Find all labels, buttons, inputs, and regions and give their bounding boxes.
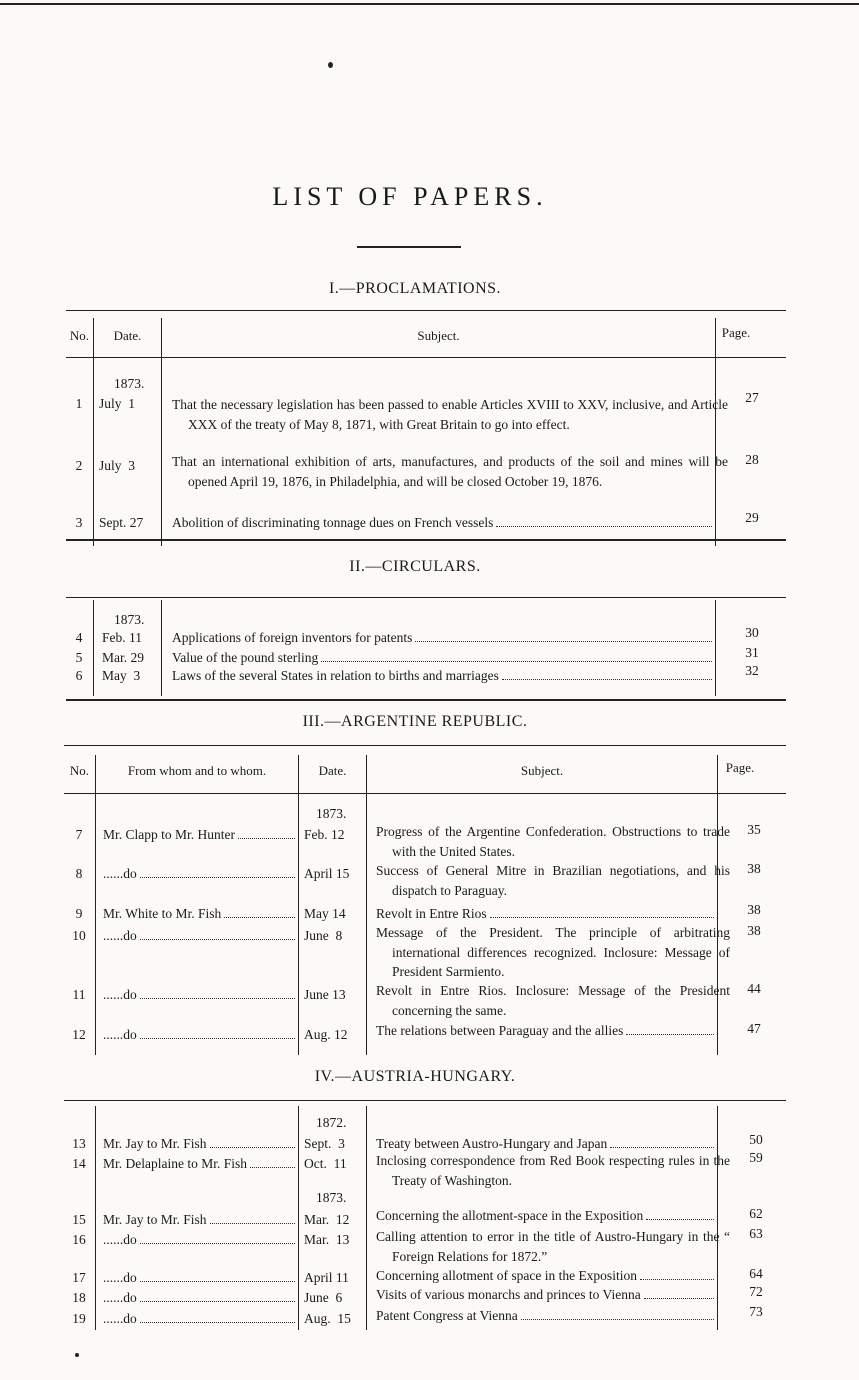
row-page: 62 (749, 1206, 763, 1221)
leader-dots (496, 526, 712, 527)
year-label: 1872. (316, 1115, 347, 1130)
row-date: June 13 (304, 987, 346, 1002)
leader-dots (210, 1223, 295, 1224)
column-rule (298, 1106, 299, 1330)
leader-dots (644, 1298, 714, 1299)
row-from (103, 1230, 297, 1250)
row-date: Mar. 12 (304, 1212, 350, 1227)
row-from (103, 1309, 297, 1329)
leader-dots (140, 1243, 295, 1244)
leader-dots (490, 917, 714, 918)
row-subject: Message of the President. The principle of arbitrating international differences recognized. Inclosure: Message of President Sarmiento. (376, 925, 730, 979)
section-heading-austria-hungary: IV.—AUSTRIA-HUNGARY. (314, 1068, 516, 1085)
row-no: 9 (75, 906, 83, 921)
row-from-text: ......do (103, 1290, 137, 1305)
table-rule (66, 699, 786, 701)
row-subject-text: Treaty between Austro-Hungary and Japan (376, 1136, 608, 1151)
column-rule (161, 318, 162, 546)
row-subject-text: Revolt in Entre Rios (376, 906, 487, 921)
section-heading-proclamations: I.—PROCLAMATIONS. (328, 280, 502, 297)
row-subject (376, 1285, 716, 1305)
leader-dots (140, 877, 295, 878)
row-from (103, 904, 297, 924)
header-subject: Subject. (417, 328, 460, 343)
leader-dots (238, 838, 295, 839)
row-no: 10 (72, 928, 86, 943)
row-from (103, 1288, 297, 1308)
row-subject: That an international exhibition of arts, manufactures, and products of the soil and mines will be opened April 19, 1876, in Philadelphia, and will be closed October 19, 1876. (172, 454, 728, 489)
row-subject: Revolt in Entre Rios. Inclosure: Message of the President concerning the same. (376, 983, 730, 1018)
header-page: Page. (725, 760, 755, 775)
row-page: 64 (749, 1266, 763, 1281)
page-title: LIST OF PAPERS. (272, 182, 548, 211)
leader-dots (502, 679, 712, 680)
column-rule (366, 755, 367, 1055)
row-date: Sept. 27 (99, 515, 144, 530)
row-date: June 8 (304, 928, 343, 943)
row-subject (172, 666, 714, 686)
row-page: 31 (745, 645, 759, 660)
table-rule (66, 357, 786, 358)
table-circulars (66, 597, 786, 703)
row-from-text: Mr. Delaplaine to Mr. Fish (103, 1156, 247, 1171)
column-rule (161, 600, 162, 696)
row-from-text: ......do (103, 866, 137, 881)
row-from-text: ......do (103, 1232, 137, 1247)
row-no: 16 (72, 1232, 86, 1247)
table-rule (64, 1100, 786, 1101)
leader-dots (140, 998, 295, 999)
header-no: No. (69, 763, 90, 778)
row-date: April 11 (304, 1270, 349, 1285)
row-no: 1 (75, 396, 83, 411)
year-label: 1873. (114, 376, 145, 391)
header-page: Page. (721, 325, 751, 340)
row-from (103, 985, 297, 1005)
table-argentine-republic (64, 745, 786, 1057)
row-page: 63 (749, 1226, 763, 1241)
row-date: Sept. 3 (304, 1136, 345, 1151)
leader-dots (140, 939, 295, 940)
row-page: 50 (749, 1132, 763, 1147)
section-heading-argentine-republic: III.—ARGENTINE REPUBLIC. (302, 713, 528, 730)
row-page: 38 (747, 902, 761, 917)
section-heading-circulars: II.—CIRCULARS. (349, 558, 481, 575)
header-no: No. (69, 328, 90, 343)
leader-dots (321, 661, 712, 662)
row-no: 19 (72, 1311, 86, 1326)
column-rule (298, 755, 299, 1055)
column-rule (93, 600, 94, 696)
row-subject (376, 1206, 716, 1226)
year-label: 1873. (114, 612, 145, 627)
row-page: 73 (749, 1304, 763, 1319)
row-from (103, 926, 297, 946)
row-from (103, 1268, 297, 1288)
row-page: 38 (747, 923, 761, 938)
row-page: 28 (745, 452, 759, 467)
row-from-text: Mr. White to Mr. Fish (103, 906, 222, 921)
row-date: Mar. 13 (304, 1232, 350, 1247)
header-subject: Subject. (520, 763, 564, 778)
row-date: July 3 (99, 458, 136, 473)
row-no: 7 (75, 827, 83, 842)
row-subject (172, 648, 714, 668)
row-subject-text: Concerning allotment of space in the Exposition (376, 1268, 637, 1283)
row-page: 47 (747, 1021, 761, 1036)
table-rule (64, 745, 786, 746)
row-subject: Progress of the Argentine Confederation. Obstructions to trade with the United States. (376, 824, 730, 859)
row-subject (376, 904, 716, 924)
leader-dots (610, 1147, 714, 1148)
row-date: Feb. 12 (304, 827, 345, 842)
row-no: 14 (72, 1156, 86, 1171)
row-subject-text: Laws of the several States in relation to births and marriages (172, 668, 499, 683)
leader-dots (415, 641, 712, 642)
row-from-text: Mr. Jay to Mr. Fish (103, 1136, 207, 1151)
row-page: 27 (745, 390, 759, 405)
row-subject (172, 628, 714, 648)
title-rule (357, 246, 461, 248)
row-subject: Calling attention to error in the title of Austro-Hungary in the “ Foreign Relations for 1872.” (376, 1229, 730, 1264)
row-page: 35 (747, 822, 761, 837)
row-from (103, 1134, 297, 1154)
leader-dots (521, 1319, 714, 1320)
row-no: 5 (75, 650, 83, 665)
row-subject: That the necessary legislation has been passed to enable Articles XVIII to XXV, inclusive, and Article XXX of the treaty of May 8, 1871, with Great Britain to go into effect. (172, 397, 728, 432)
row-subject-text: Patent Congress at Vienna (376, 1308, 518, 1323)
row-subject: Success of General Mitre in Brazilian negotiations, and his dispatch to Paraguay. (376, 863, 730, 898)
row-date: May 14 (304, 906, 346, 921)
row-no: 17 (72, 1270, 86, 1285)
ink-speck (328, 62, 333, 68)
row-no: 15 (72, 1212, 86, 1227)
row-no: 12 (72, 1027, 86, 1042)
column-rule (717, 1106, 718, 1330)
row-page: 44 (747, 981, 761, 996)
row-from (103, 1025, 297, 1045)
row-no: 3 (75, 515, 83, 530)
row-from-text: ......do (103, 1311, 137, 1326)
row-subject (376, 1306, 716, 1326)
ink-speck (75, 1353, 79, 1357)
row-date: June 6 (304, 1290, 343, 1305)
row-page: 29 (745, 510, 759, 525)
row-no: 13 (72, 1136, 86, 1151)
row-subject-text: Value of the pound sterling (172, 650, 319, 665)
row-date: April 15 (304, 866, 350, 881)
row-page: 32 (745, 663, 759, 678)
leader-dots (646, 1219, 714, 1220)
page-top-edge (0, 3, 859, 5)
row-subject-text: Concerning the allotment-space in the Exposition (376, 1208, 644, 1223)
leader-dots (140, 1281, 295, 1282)
row-no: 2 (75, 458, 83, 473)
row-from-text: ......do (103, 1027, 137, 1042)
table-austria-hungary (64, 1100, 786, 1330)
header-from-to: From whom and to whom. (127, 763, 267, 778)
row-page: 30 (745, 625, 759, 640)
row-no: 8 (75, 866, 83, 881)
row-no: 6 (75, 668, 83, 683)
row-date: Mar. 29 (102, 650, 144, 665)
row-from-text: ......do (103, 928, 137, 943)
row-date: Oct. 11 (304, 1156, 347, 1171)
row-page: 38 (747, 861, 761, 876)
row-date: May 3 (102, 668, 141, 683)
row-page: 59 (749, 1150, 763, 1165)
row-subject-text: Abolition of discriminating tonnage dues on French vessels (172, 515, 494, 530)
row-page: 72 (749, 1284, 763, 1299)
row-date: Feb. 11 (102, 630, 142, 645)
row-from (103, 1154, 297, 1174)
column-rule (715, 600, 716, 696)
header-date: Date. (318, 763, 347, 778)
leader-dots (626, 1034, 714, 1035)
table-rule (66, 539, 786, 541)
row-date: July 1 (99, 396, 136, 411)
row-from-text: Mr. Jay to Mr. Fish (103, 1212, 207, 1227)
row-subject-text: Visits of various monarchs and princes to Vienna (376, 1287, 641, 1302)
header-date: Date. (113, 328, 142, 343)
row-from-text: ......do (103, 987, 137, 1002)
row-subject: Inclosing correspondence from Red Book respecting rules in the Treaty of Washington. (376, 1153, 730, 1188)
leader-dots (210, 1147, 295, 1148)
row-no: 18 (72, 1290, 86, 1305)
row-subject-text: The relations between Paraguay and the allies (376, 1023, 624, 1038)
year-label: 1873. (316, 1190, 347, 1205)
year-label: 1873. (316, 806, 347, 821)
row-date: Aug. 12 (304, 1027, 348, 1042)
table-proclamations (66, 310, 786, 542)
row-from-text: ......do (103, 1270, 137, 1285)
column-rule (95, 755, 96, 1055)
row-no: 4 (75, 630, 83, 645)
row-from-text: Mr. Clapp to Mr. Hunter (103, 827, 235, 842)
leader-dots (224, 917, 295, 918)
leader-dots (140, 1038, 295, 1039)
leader-dots (250, 1167, 295, 1168)
column-rule (366, 1106, 367, 1330)
row-no: 11 (72, 987, 86, 1002)
table-rule (66, 597, 786, 598)
leader-dots (140, 1322, 295, 1323)
row-subject (376, 1021, 716, 1041)
leader-dots (640, 1279, 714, 1280)
row-from (103, 825, 297, 845)
row-from (103, 1210, 297, 1230)
column-rule (95, 1106, 96, 1330)
row-subject (376, 1266, 716, 1286)
table-rule (66, 310, 786, 311)
row-date: Aug. 15 (304, 1311, 351, 1326)
row-subject (172, 513, 714, 533)
column-rule (93, 318, 94, 546)
row-subject-text: Applications of foreign inventors for patents (172, 630, 413, 645)
row-from (103, 864, 297, 884)
table-rule (64, 793, 786, 794)
leader-dots (140, 1301, 295, 1302)
